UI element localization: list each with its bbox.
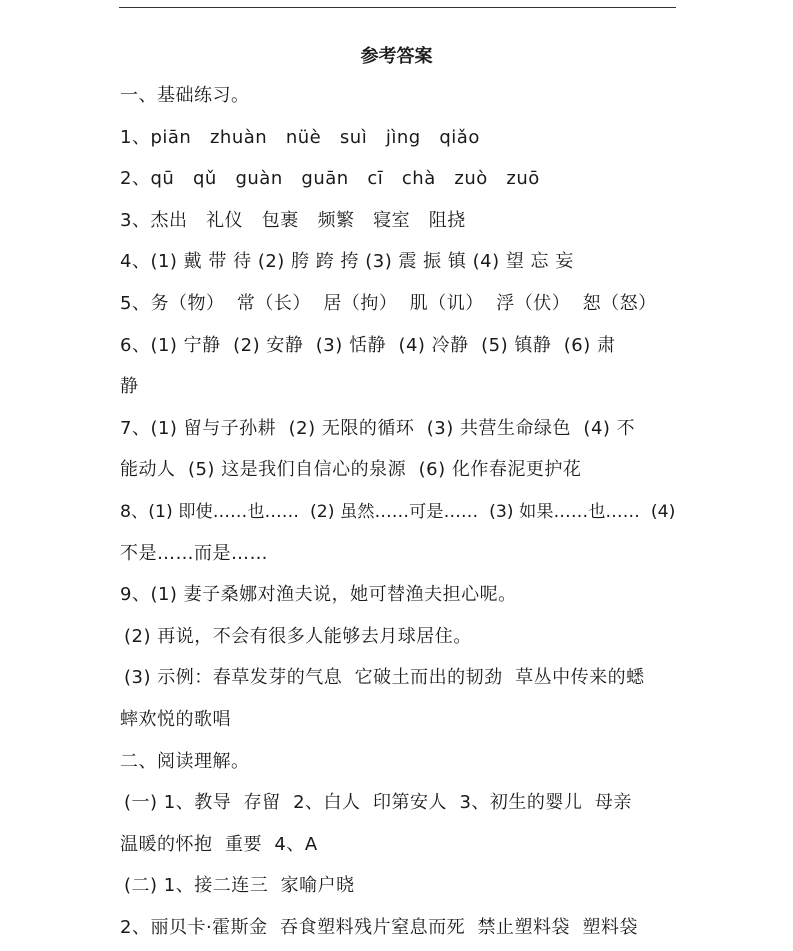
answer-line: 1、piān zhuàn nüè suì jìng qiǎo — [120, 126, 480, 148]
answer-line: 7、(1) 留与子孙耕 (2) 无限的循环 (3) 共营生命绿色 (4) 不 — [120, 417, 636, 439]
answer-line: 9、(1) 妻子桑娜对渔夫说，她可替渔夫担心呢。 — [120, 584, 517, 606]
answer-line: 温暖的怀抱 重要 4、A — [120, 833, 318, 855]
answer-line: 6、(1) 宁静 (2) 安静 (3) 恬静 (4) 冷静 (5) 镇静 (6) 肃 — [120, 334, 616, 356]
answer-line: 2、丽贝卡·霍斯金 吞食塑料残片窒息而死 禁止塑料袋 塑料袋 — [120, 917, 639, 938]
answer-line: 不是……而是…… — [120, 542, 268, 564]
answer-line: 2、qū qǔ guàn guān cī chà zuò zuō — [120, 168, 540, 190]
answer-line: 4、(1) 戴 带 待 (2) 胯 跨 挎 (3) 震 振 镇 (4) 望 忘 妄 — [120, 251, 574, 273]
answer-line: 蟀欢悦的歌唱 — [120, 709, 231, 730]
answer-line: (3) 示例：春草发芽的气息 它破土而出的韧劲 草丛中传来的蟋 — [124, 667, 645, 689]
answer-line: 二、阅读理解。 — [120, 750, 250, 772]
answer-line: (2) 再说，不会有很多人能够去月球居住。 — [124, 625, 472, 647]
answer-line: (二) 1、接二连三 家喻户晓 — [124, 875, 355, 897]
answer-line: 5、务（物） 常（长） 居（拘） 肌（讥） 浮（伏） 恕（怒） — [120, 293, 657, 314]
top-rule — [119, 7, 676, 8]
answer-line: (一) 1、教导 存留 2、白人 印第安人 3、初生的婴儿 母亲 — [124, 792, 632, 814]
answer-line: 3、杰出 礼仪 包裹 频繁 寝室 阻挠 — [120, 209, 466, 231]
page-title: 参考答案 — [360, 46, 433, 67]
answer-line: 8、(1) 即使……也…… (2) 虽然……可是…… (3) 如果……也…… (4) — [120, 502, 676, 522]
answer-line: 静 — [120, 376, 139, 398]
answer-line: 能动人 (5) 这是我们自信心的泉源 (6) 化作春泥更护花 — [120, 459, 582, 481]
answer-line: 一、基础练习。 — [120, 85, 250, 106]
